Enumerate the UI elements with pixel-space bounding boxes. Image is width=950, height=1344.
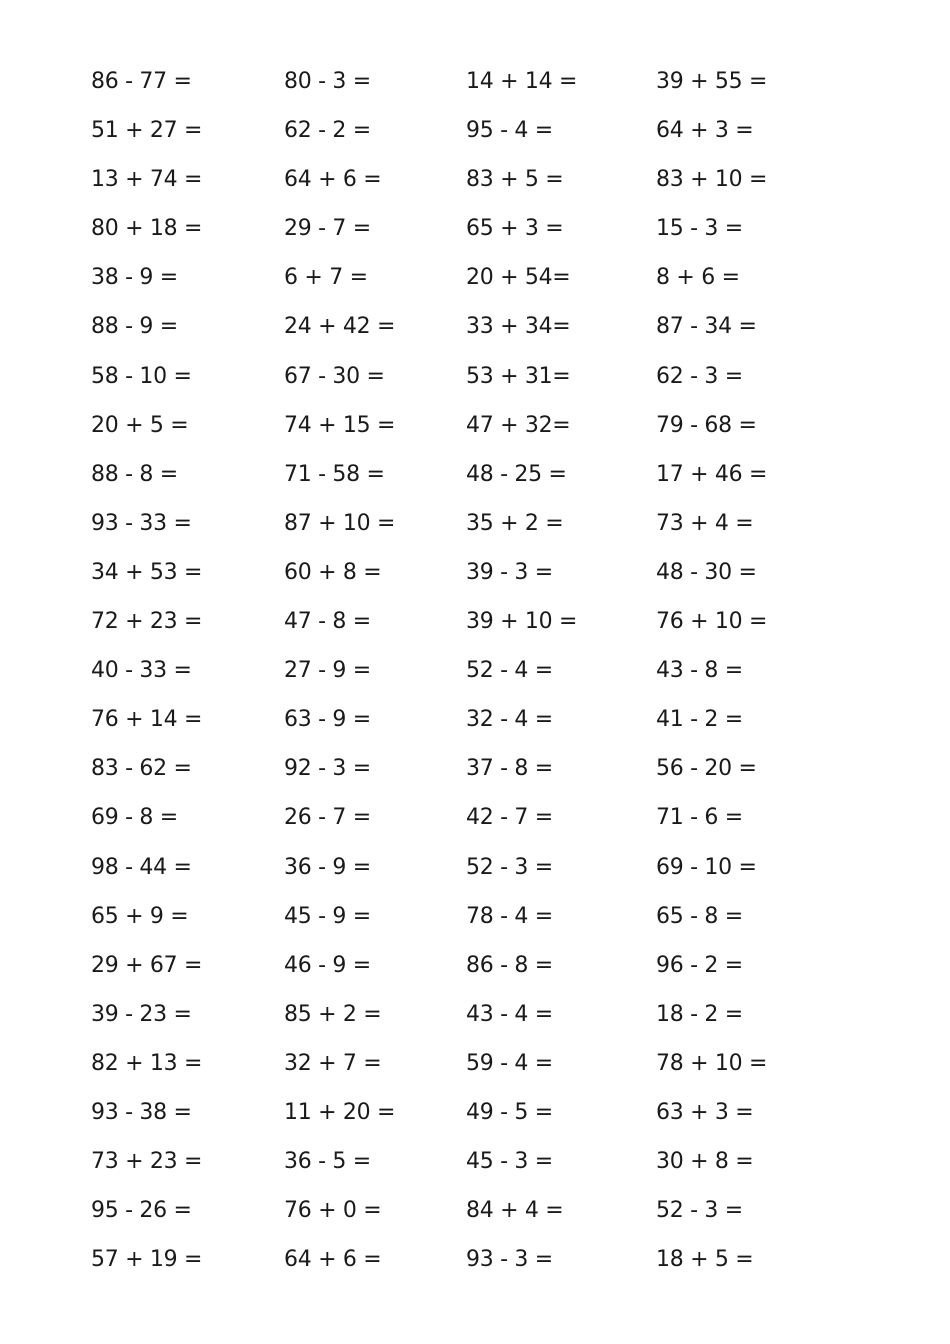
math-problem: 74 + 15 =: [284, 412, 396, 438]
math-problem: 93 - 33 =: [91, 510, 192, 536]
math-problem: 43 - 8 =: [656, 658, 743, 684]
problem-row: [0, 401, 950, 450]
math-problem: 96 - 2 =: [656, 952, 743, 978]
math-problem: 95 - 26 =: [91, 1198, 192, 1224]
math-problem: 60 + 8 =: [284, 559, 382, 585]
math-problem: 41 - 2 =: [656, 707, 743, 733]
math-problem: 56 - 20 =: [656, 756, 757, 782]
math-problem: 8 + 6 =: [656, 265, 740, 291]
math-problem: 36 - 9 =: [284, 854, 371, 880]
math-problem: 37 - 8 =: [466, 756, 553, 782]
math-problem: 62 - 2 =: [284, 118, 371, 144]
math-problem: 84 + 4 =: [466, 1198, 564, 1224]
math-problem: 13 + 74 =: [91, 167, 203, 193]
math-problem: 71 - 58 =: [284, 461, 385, 487]
math-problem: 71 - 6 =: [656, 805, 743, 831]
math-problem: 45 - 9 =: [284, 903, 371, 929]
problem-row: [0, 646, 950, 695]
math-problem: 49 - 5 =: [466, 1099, 553, 1125]
math-problem: 83 - 62 =: [91, 756, 192, 782]
math-problem: 53 + 31=: [466, 363, 571, 389]
math-problem: 20 + 54=: [466, 265, 571, 291]
math-problem: 65 - 8 =: [656, 903, 743, 929]
math-problem: 83 + 5 =: [466, 167, 564, 193]
math-problem: 80 + 18 =: [91, 216, 203, 242]
problem-row: [0, 843, 950, 892]
math-problem: 69 - 8 =: [91, 805, 178, 831]
math-problem: 76 + 10 =: [656, 609, 768, 635]
math-problem: 35 + 2 =: [466, 510, 564, 536]
problem-row: [0, 204, 950, 253]
math-problem: 29 + 67 =: [91, 952, 203, 978]
math-problem: 95 - 4 =: [466, 118, 553, 144]
math-problem: 45 - 3 =: [466, 1149, 553, 1175]
math-problem: 17 + 46 =: [656, 461, 768, 487]
math-problem: 33 + 34=: [466, 314, 571, 340]
math-problem: 18 + 5 =: [656, 1247, 754, 1273]
math-problem: 6 + 7 =: [284, 265, 368, 291]
math-problem: 65 + 9 =: [91, 903, 189, 929]
problem-row: [0, 892, 950, 941]
math-problem: 64 + 6 =: [284, 1247, 382, 1273]
math-problem: 18 - 2 =: [656, 1001, 743, 1027]
math-problem: 86 - 77 =: [91, 69, 192, 94]
problem-row: [0, 1039, 950, 1088]
math-problem: 86 - 8 =: [466, 952, 553, 978]
math-problem: 76 + 0 =: [284, 1198, 382, 1224]
math-problem: 87 + 10 =: [284, 510, 396, 536]
math-problem: 80 - 3 =: [284, 69, 371, 94]
math-problem: 69 - 10 =: [656, 854, 757, 880]
math-problem: 78 + 10 =: [656, 1050, 768, 1076]
math-problem: 57 + 19 =: [91, 1247, 203, 1273]
math-problem: 14 + 14 =: [466, 69, 578, 94]
problem-row: [0, 1186, 950, 1235]
math-problem: 32 + 7 =: [284, 1050, 382, 1076]
math-problem: 64 + 6 =: [284, 167, 382, 193]
problem-row: [0, 990, 950, 1039]
math-problem: 27 - 9 =: [284, 658, 371, 684]
math-problem: 46 - 9 =: [284, 952, 371, 978]
problem-row: [0, 597, 950, 646]
math-problem: 63 + 3 =: [656, 1099, 754, 1125]
math-problem: 83 + 10 =: [656, 167, 768, 193]
math-problem: 20 + 5 =: [91, 412, 189, 438]
math-problem: 11 + 20 =: [284, 1099, 396, 1125]
math-problem: 39 + 10 =: [466, 609, 578, 635]
math-problem: 32 - 4 =: [466, 707, 553, 733]
math-problem: 48 - 30 =: [656, 559, 757, 585]
math-problem: 47 + 32=: [466, 412, 571, 438]
math-problem: 85 + 2 =: [284, 1001, 382, 1027]
math-problem: 88 - 9 =: [91, 314, 178, 340]
math-problem: 24 + 42 =: [284, 314, 396, 340]
math-problem: 39 + 55 =: [656, 69, 768, 94]
math-problem: 34 + 53 =: [91, 559, 203, 585]
math-problem: 76 + 14 =: [91, 707, 203, 733]
math-problem: 15 - 3 =: [656, 216, 743, 242]
problem-row: [0, 793, 950, 842]
math-problem: 82 + 13 =: [91, 1050, 203, 1076]
problem-row: [0, 155, 950, 204]
math-problem: 40 - 33 =: [91, 658, 192, 684]
math-problem: 67 - 30 =: [284, 363, 385, 389]
problem-row: [0, 450, 950, 499]
math-problem: 98 - 44 =: [91, 854, 192, 880]
problem-row: [0, 253, 950, 302]
math-problem: 58 - 10 =: [91, 363, 192, 389]
math-problem: 43 - 4 =: [466, 1001, 553, 1027]
math-problem: 36 - 5 =: [284, 1149, 371, 1175]
problem-row: [0, 57, 950, 106]
math-problem: 52 - 3 =: [656, 1198, 743, 1224]
math-problem: 92 - 3 =: [284, 756, 371, 782]
problem-row: [0, 499, 950, 548]
math-problem: 73 + 23 =: [91, 1149, 203, 1175]
problem-row: [0, 941, 950, 990]
math-problem: 59 - 4 =: [466, 1050, 553, 1076]
math-problem: 64 + 3 =: [656, 118, 754, 144]
math-problem: 48 - 25 =: [466, 461, 567, 487]
math-problem: 52 - 4 =: [466, 658, 553, 684]
math-problem: 29 - 7 =: [284, 216, 371, 242]
problem-row: [0, 695, 950, 744]
problem-row: [0, 1088, 950, 1137]
math-problem: 79 - 68 =: [656, 412, 757, 438]
math-problem: 42 - 7 =: [466, 805, 553, 831]
math-worksheet: [0, 57, 950, 1284]
problem-row: [0, 106, 950, 155]
math-problem: 88 - 8 =: [91, 461, 178, 487]
problem-row: [0, 1235, 950, 1284]
math-problem: 47 - 8 =: [284, 609, 371, 635]
math-problem: 26 - 7 =: [284, 805, 371, 831]
math-problem: 72 + 23 =: [91, 609, 203, 635]
problem-row: [0, 1137, 950, 1186]
math-problem: 93 - 38 =: [91, 1099, 192, 1125]
problem-row: [0, 352, 950, 401]
math-problem: 93 - 3 =: [466, 1247, 553, 1273]
math-problem: 39 - 3 =: [466, 559, 553, 585]
problem-row: [0, 302, 950, 351]
math-problem: 38 - 9 =: [91, 265, 178, 291]
problem-row: [0, 744, 950, 793]
math-problem: 63 - 9 =: [284, 707, 371, 733]
math-problem: 52 - 3 =: [466, 854, 553, 880]
math-problem: 62 - 3 =: [656, 363, 743, 389]
math-problem: 65 + 3 =: [466, 216, 564, 242]
problem-row: [0, 548, 950, 597]
math-problem: 87 - 34 =: [656, 314, 757, 340]
math-problem: 51 + 27 =: [91, 118, 203, 144]
math-problem: 39 - 23 =: [91, 1001, 192, 1027]
math-problem: 30 + 8 =: [656, 1149, 754, 1175]
math-problem: 73 + 4 =: [656, 510, 754, 536]
math-problem: 78 - 4 =: [466, 903, 553, 929]
